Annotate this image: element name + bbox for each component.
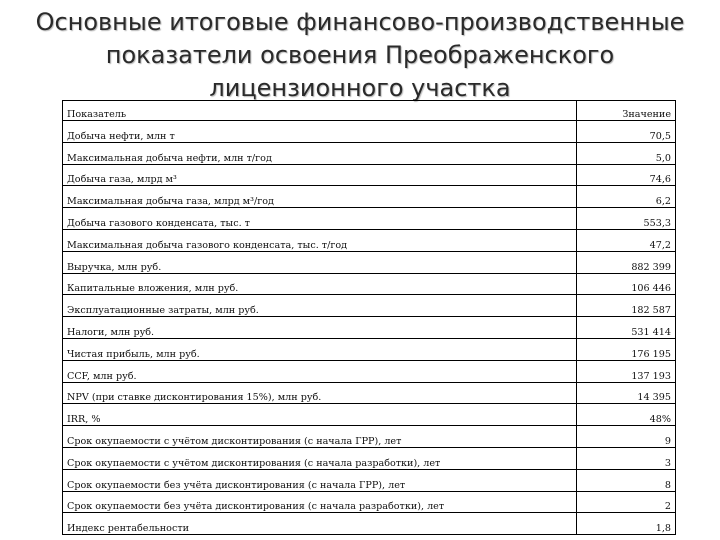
slide-title [0,6,720,105]
indicator-value: 6,2 [577,186,676,208]
table-row [63,142,676,164]
indicator-value: 3 [577,447,676,469]
table-row [63,447,676,469]
header-value: Значение [577,101,676,121]
table-row [63,338,676,360]
indicator-label: Максимальная добыча газа, млрд м³/год [63,186,577,208]
indicator-value: 8 [577,469,676,491]
table-row [63,121,676,143]
indicator-label: Максимальная добыча газового конденсата, тыс. т/год [63,229,577,251]
indicator-label: NPV (при ставке дисконтирования 15%), млн руб. [63,382,577,404]
table-row [63,186,676,208]
indicator-value: 553,3 [577,208,676,230]
indicator-label: Добыча газа, млрд м³ [63,164,577,186]
table-row [63,469,676,491]
indicator-label: Выручка, млн руб. [63,251,577,273]
indicator-label: IRR, % [63,404,577,426]
indicator-label: Срок окупаемости без учёта дисконтирования (с начала ГРР), лет [63,469,577,491]
table-row [63,251,676,273]
indicator-value: 182 587 [577,295,676,317]
table-row [63,295,676,317]
table-row [63,404,676,426]
indicator-value: 137 193 [577,360,676,382]
indicator-value: 48% [577,404,676,426]
table-row [63,317,676,339]
table-row [63,164,676,186]
table-row [63,208,676,230]
indicators-table-container [62,100,676,535]
indicator-label: Чистая прибыль, млн руб. [63,338,577,360]
indicator-value: 1,8 [577,513,676,535]
indicator-value: 5,0 [577,142,676,164]
indicator-value: 2 [577,491,676,513]
indicator-value: 70,5 [577,121,676,143]
table-body [63,121,676,535]
indicator-label: CCF, млн руб. [63,360,577,382]
header-indicator: Показатель [63,101,577,121]
indicator-label: Максимальная добыча нефти, млн т/год [63,142,577,164]
title-line-3: лицензионного участка [209,74,511,102]
table-row [63,426,676,448]
indicator-label: Срок окупаемости с учётом дисконтирования (с начала ГРР), лет [63,426,577,448]
indicator-label: Срок окупаемости без учёта дисконтирования (с начала разработки), лет [63,491,577,513]
indicators-table [62,100,676,535]
indicator-label: Капитальные вложения, млн руб. [63,273,577,295]
indicator-value: 74,6 [577,164,676,186]
table-row [63,491,676,513]
indicator-value: 47,2 [577,229,676,251]
indicator-value: 14 395 [577,382,676,404]
table-row [63,360,676,382]
indicator-label: Добыча нефти, млн т [63,121,577,143]
indicator-label: Добыча газового конденсата, тыс. т [63,208,577,230]
indicator-label: Индекс рентабельности [63,513,577,535]
table-row [63,382,676,404]
indicator-value: 176 195 [577,338,676,360]
table-row [63,513,676,535]
indicator-value: 9 [577,426,676,448]
indicator-label: Налоги, млн руб. [63,317,577,339]
indicator-label: Эксплуатационные затраты, млн руб. [63,295,577,317]
table-header-row [63,101,676,121]
indicator-value: 882 399 [577,251,676,273]
indicator-value: 531 414 [577,317,676,339]
table-row [63,273,676,295]
title-line-2: показатели освоения Преображенского [105,41,615,69]
indicator-label: Срок окупаемости с учётом дисконтирования (с начала разработки), лет [63,447,577,469]
indicator-value: 106 446 [577,273,676,295]
title-line-1: Основные итоговые финансово-производственные [35,8,685,36]
table-row [63,229,676,251]
